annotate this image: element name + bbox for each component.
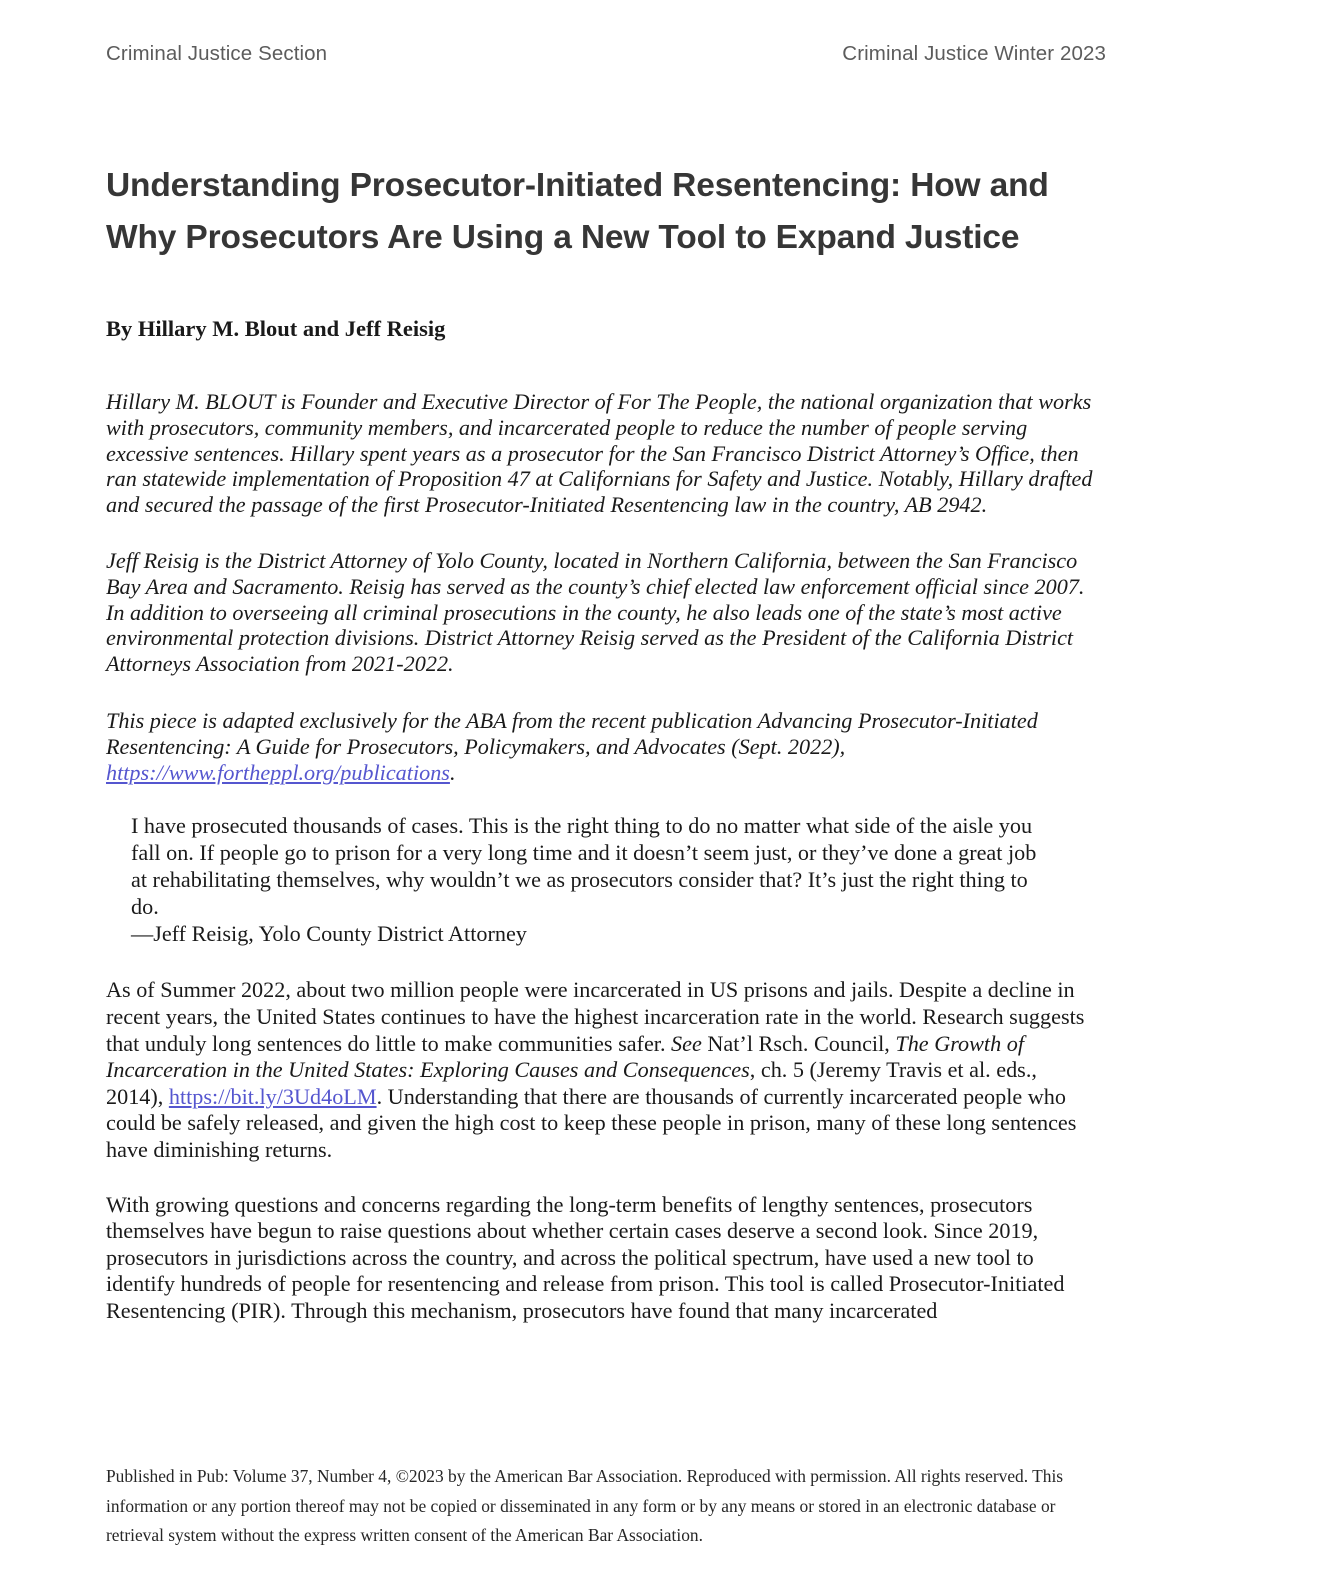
- pull-quote: [106, 785, 1099, 947]
- article-content: [106, 0, 1099, 1324]
- body-paragraph-1-segment-2: Nat’l Rsch. Council,: [701, 1030, 896, 1056]
- adaptation-note-text: This piece is adapted exclusively for the ABA from the recent publication Advancing Prosecutor-Initiated Resentencing: A Guide for Prosecutors, Policymakers, and Advocates (Sept. 2022),: [106, 707, 1038, 759]
- body-paragraph-1-segment-3: , ch. 5 (Jeremy Travis et al. eds., 2014),: [106, 1057, 1037, 1109]
- body-paragraph-1-segment-1: As of Summer 2022, about two million people were incarcerated in US prisons and jails. Despite a decline in recent years, the United States continues to have the highest incarceration rate in the world. Research suggests that unduly long sentences do little to make communities safer.: [106, 977, 1085, 1056]
- author-bio-reisig: Jeff Reisig is the District Attorney of Yolo County, located in Northern California, between the San Francisco Bay Area and Sacramento. Reisig has served as the county’s chief elected law enforcement official since 2007. In addition to overseeing all criminal prosecutions in the county, he also leads one of the state’s most active environmental protection divisions. District Attorney Reisig served as the President of the California District Attorneys Association from 2021-2022.: [106, 547, 1085, 677]
- bitly-citation-link[interactable]: https://bit.ly/3Ud4oLM: [168, 1083, 377, 1109]
- pull-quote-text: I have prosecuted thousands of cases. This is the right thing to do no matter what side of the aisle you fall on. If people go to prison for a very long time and it doesn’t seem just, or they’ve done a great job at rehabilitating themselves, why wouldn’t we as prosecutors consider that? It’s just the right thing to do.: [131, 813, 1037, 919]
- adaptation-note: [106, 677, 1099, 785]
- citation-signal-see: See: [671, 1030, 702, 1056]
- fortheppl-publications-link[interactable]: https://www.fortheppl.org/publications: [106, 759, 450, 785]
- cited-work-title: The Growth of Incarceration in the United States: Exploring Causes and Consequences: [106, 1030, 1024, 1083]
- pull-quote-attribution: —Jeff Reisig, Yolo County District Attorney: [131, 920, 527, 946]
- author-bio-blout: Hillary M. BLOUT is Founder and Executive Director of For The People, the national organization that works with prosecutors, community members, and incarcerated people to reduce the number of people serving excessive sentences. Hillary spent years as a prosecutor for the San Francisco District Attorney’s Office, then ran statewide implementation of Proposition 47 at Californians for Safety and Justice. Notably, Hillary drafted and secured the passage of the first Prosecutor-Initiated Resentencing law in the country, AB 2942.: [106, 389, 1093, 518]
- running-head-right: Criminal Justice Winter 2023: [842, 42, 1106, 65]
- adaptation-note-suffix: .: [449, 759, 456, 785]
- body-paragraph-2: With growing questions and concerns regarding the long-term benefits of lengthy sentences, prosecutors themselves have begun to raise questions about whether certain cases deserve a second look. Since 2019, prosecutors in jurisdictions across the country, and across the political spectrum, have used a new tool to identify hundreds of people for resentencing and release from prison. This tool is called Prosecutor-Initiated Resentencing (PIR). Through this mechanism, prosecutors have found that many incarcerated: [106, 1191, 1065, 1323]
- page-title: Understanding Prosecutor-Initiated Resentencing: How and Why Prosecutors Are Using a New Tool to Expand Justice: [106, 167, 1049, 256]
- body-paragraph-1-segment-4: . Understanding that there are thousands of currently incarcerated people who could be safely released, and given the high cost to keep these people in prison, many of these long sentences have diminishing returns.: [106, 1083, 1077, 1162]
- article-byline: By Hillary M. Blout and Jeff Reisig: [106, 316, 446, 341]
- body-paragraph-1: [106, 947, 1099, 1163]
- running-head-left: Criminal Justice Section: [106, 42, 328, 65]
- copyright-footer: Published in Pub: Volume 37, Number 4, ©2023 by the American Bar Association. Reproduced with permission. All rights reserved. This information or any portion thereof may not be copied or disseminated in any form or by any means or stored in an electronic database or retrieval system without the express written consent of the American Bar Association.: [106, 1466, 1064, 1545]
